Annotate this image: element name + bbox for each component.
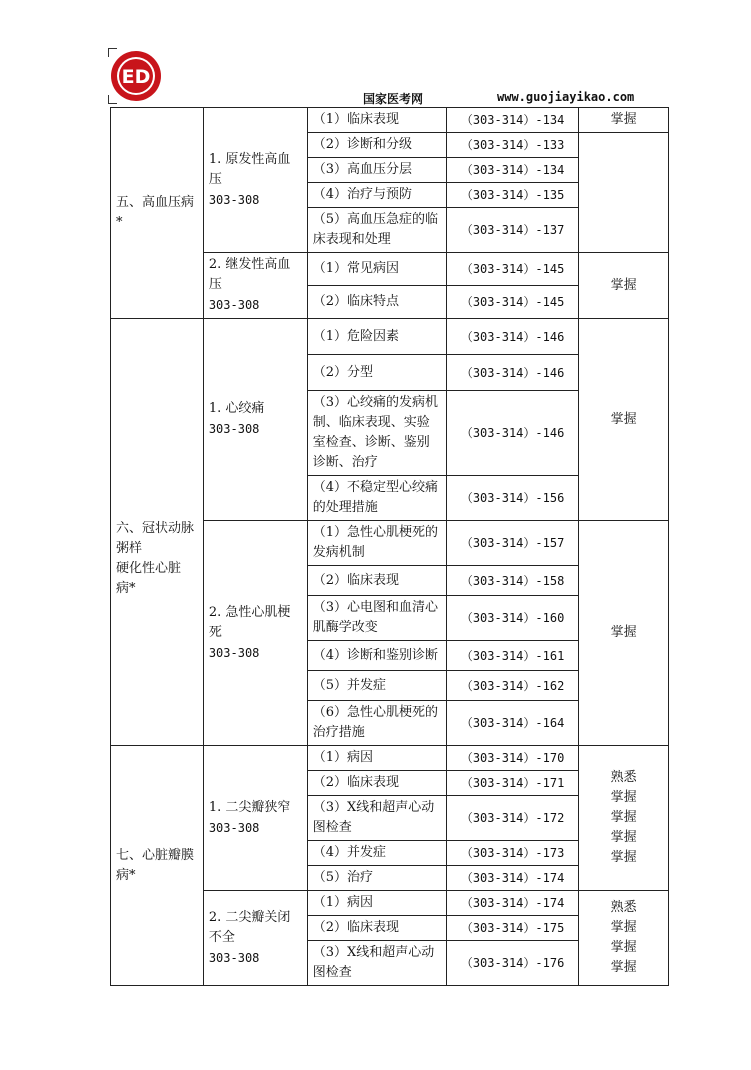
content-cell: （3）心电图和血清心肌酶学改变 — [307, 596, 446, 641]
ref-cell: （303-314）-137 — [446, 208, 578, 253]
level-cell: 掌握 — [579, 108, 669, 133]
ref-cell: （303-314）-176 — [446, 941, 578, 986]
level-cell: 熟悉 掌握 掌握 掌握 掌握 — [579, 746, 669, 891]
ref-cell: （303-314）-164 — [446, 701, 578, 746]
ref-cell: （303-314）-174 — [446, 891, 578, 916]
topic-cell: 2. 继发性高血 压 303-308 — [203, 253, 307, 319]
ref-cell: （303-314）-146 — [446, 319, 578, 355]
ref-cell: （303-314）-157 — [446, 521, 578, 566]
content-cell: （4）治疗与预防 — [307, 183, 446, 208]
topic-cell: 1. 心绞痛 303-308 — [203, 319, 307, 521]
content-cell: （5）治疗 — [307, 866, 446, 891]
ref-cell: （303-314）-174 — [446, 866, 578, 891]
ref-cell: （303-314）-161 — [446, 641, 578, 671]
syllabus-table — [110, 107, 669, 986]
ref-cell: （303-314）-175 — [446, 916, 578, 941]
site-url: www.guojiayikao.com — [497, 90, 635, 104]
ref-cell: （303-314）-134 — [446, 158, 578, 183]
level-cell — [579, 133, 669, 253]
table-row — [111, 746, 669, 771]
table-row — [111, 108, 669, 133]
ref-cell: （303-314）-160 — [446, 596, 578, 641]
content-cell: （3）高血压分层 — [307, 158, 446, 183]
content-cell: （3）X线和超声心动图检查 — [307, 796, 446, 841]
ref-cell: （303-314）-170 — [446, 746, 578, 771]
ref-cell: （303-314）-135 — [446, 183, 578, 208]
ref-cell: （303-314）-156 — [446, 476, 578, 521]
content-cell: （1）危险因素 — [307, 319, 446, 355]
content-cell: （2）诊断和分级 — [307, 133, 446, 158]
content-cell: （1）临床表现 — [307, 108, 446, 133]
content-cell: （2）分型 — [307, 355, 446, 391]
ref-cell: （303-314）-145 — [446, 253, 578, 286]
logo — [110, 50, 162, 102]
level-cell: 掌握 — [579, 253, 669, 319]
ref-cell: （303-314）-145 — [446, 286, 578, 319]
ref-cell: （303-314）-173 — [446, 841, 578, 866]
ref-cell: （303-314）-146 — [446, 391, 578, 476]
ref-cell: （303-314）-134 — [446, 108, 578, 133]
level-cell: 掌握 — [579, 521, 669, 746]
content-cell: （2）临床表现 — [307, 771, 446, 796]
site-name: 国家医考网 — [363, 92, 424, 106]
content-cell: （2）临床表现 — [307, 916, 446, 941]
content-cell: （4）诊断和鉴别诊断 — [307, 641, 446, 671]
content-cell: （1）病因 — [307, 891, 446, 916]
content-cell: （5）高血压急症的临床表现和处理 — [307, 208, 446, 253]
topic-cell: 2. 急性心肌梗 死 303-308 — [203, 521, 307, 746]
svg-text:ED: ED — [121, 66, 151, 88]
table-row — [111, 319, 669, 355]
content-cell: （1）常见病因 — [307, 253, 446, 286]
ref-cell: （303-314）-133 — [446, 133, 578, 158]
unit-cell: 五、高血压病* — [111, 108, 204, 319]
unit-cell: 六、冠状动脉 粥样 硬化性心脏 病* — [111, 319, 204, 746]
topic-cell: 1. 原发性高血 压 303-308 — [203, 108, 307, 253]
content-cell: （6）急性心肌梗死的治疗措施 — [307, 701, 446, 746]
ref-cell: （303-314）-162 — [446, 671, 578, 701]
content-cell: （3）心绞痛的发病机制、临床表现、实验室检查、诊断、鉴别诊断、治疗 — [307, 391, 446, 476]
unit-cell: 七、心脏瓣膜 病* — [111, 746, 204, 986]
content-cell: （3）X线和超声心动图检查 — [307, 941, 446, 986]
level-cell: 熟悉 掌握 掌握 掌握 — [579, 891, 669, 986]
ref-cell: （303-314）-158 — [446, 566, 578, 596]
content-cell: （4）不稳定型心绞痛的处理措施 — [307, 476, 446, 521]
content-cell: （4）并发症 — [307, 841, 446, 866]
content-cell: （1）急性心肌梗死的发病机制 — [307, 521, 446, 566]
content-cell: （2）临床表现 — [307, 566, 446, 596]
ref-cell: （303-314）-172 — [446, 796, 578, 841]
content-cell: （2）临床特点 — [307, 286, 446, 319]
topic-cell: 2. 二尖瓣关闭 不全 303-308 — [203, 891, 307, 986]
content-cell: （1）病因 — [307, 746, 446, 771]
ref-cell: （303-314）-146 — [446, 355, 578, 391]
logo-emblem — [110, 50, 162, 102]
ref-cell: （303-314）-171 — [446, 771, 578, 796]
level-cell: 掌握 — [579, 319, 669, 521]
topic-cell: 1. 二尖瓣狭窄 303-308 — [203, 746, 307, 891]
content-cell: （5）并发症 — [307, 671, 446, 701]
